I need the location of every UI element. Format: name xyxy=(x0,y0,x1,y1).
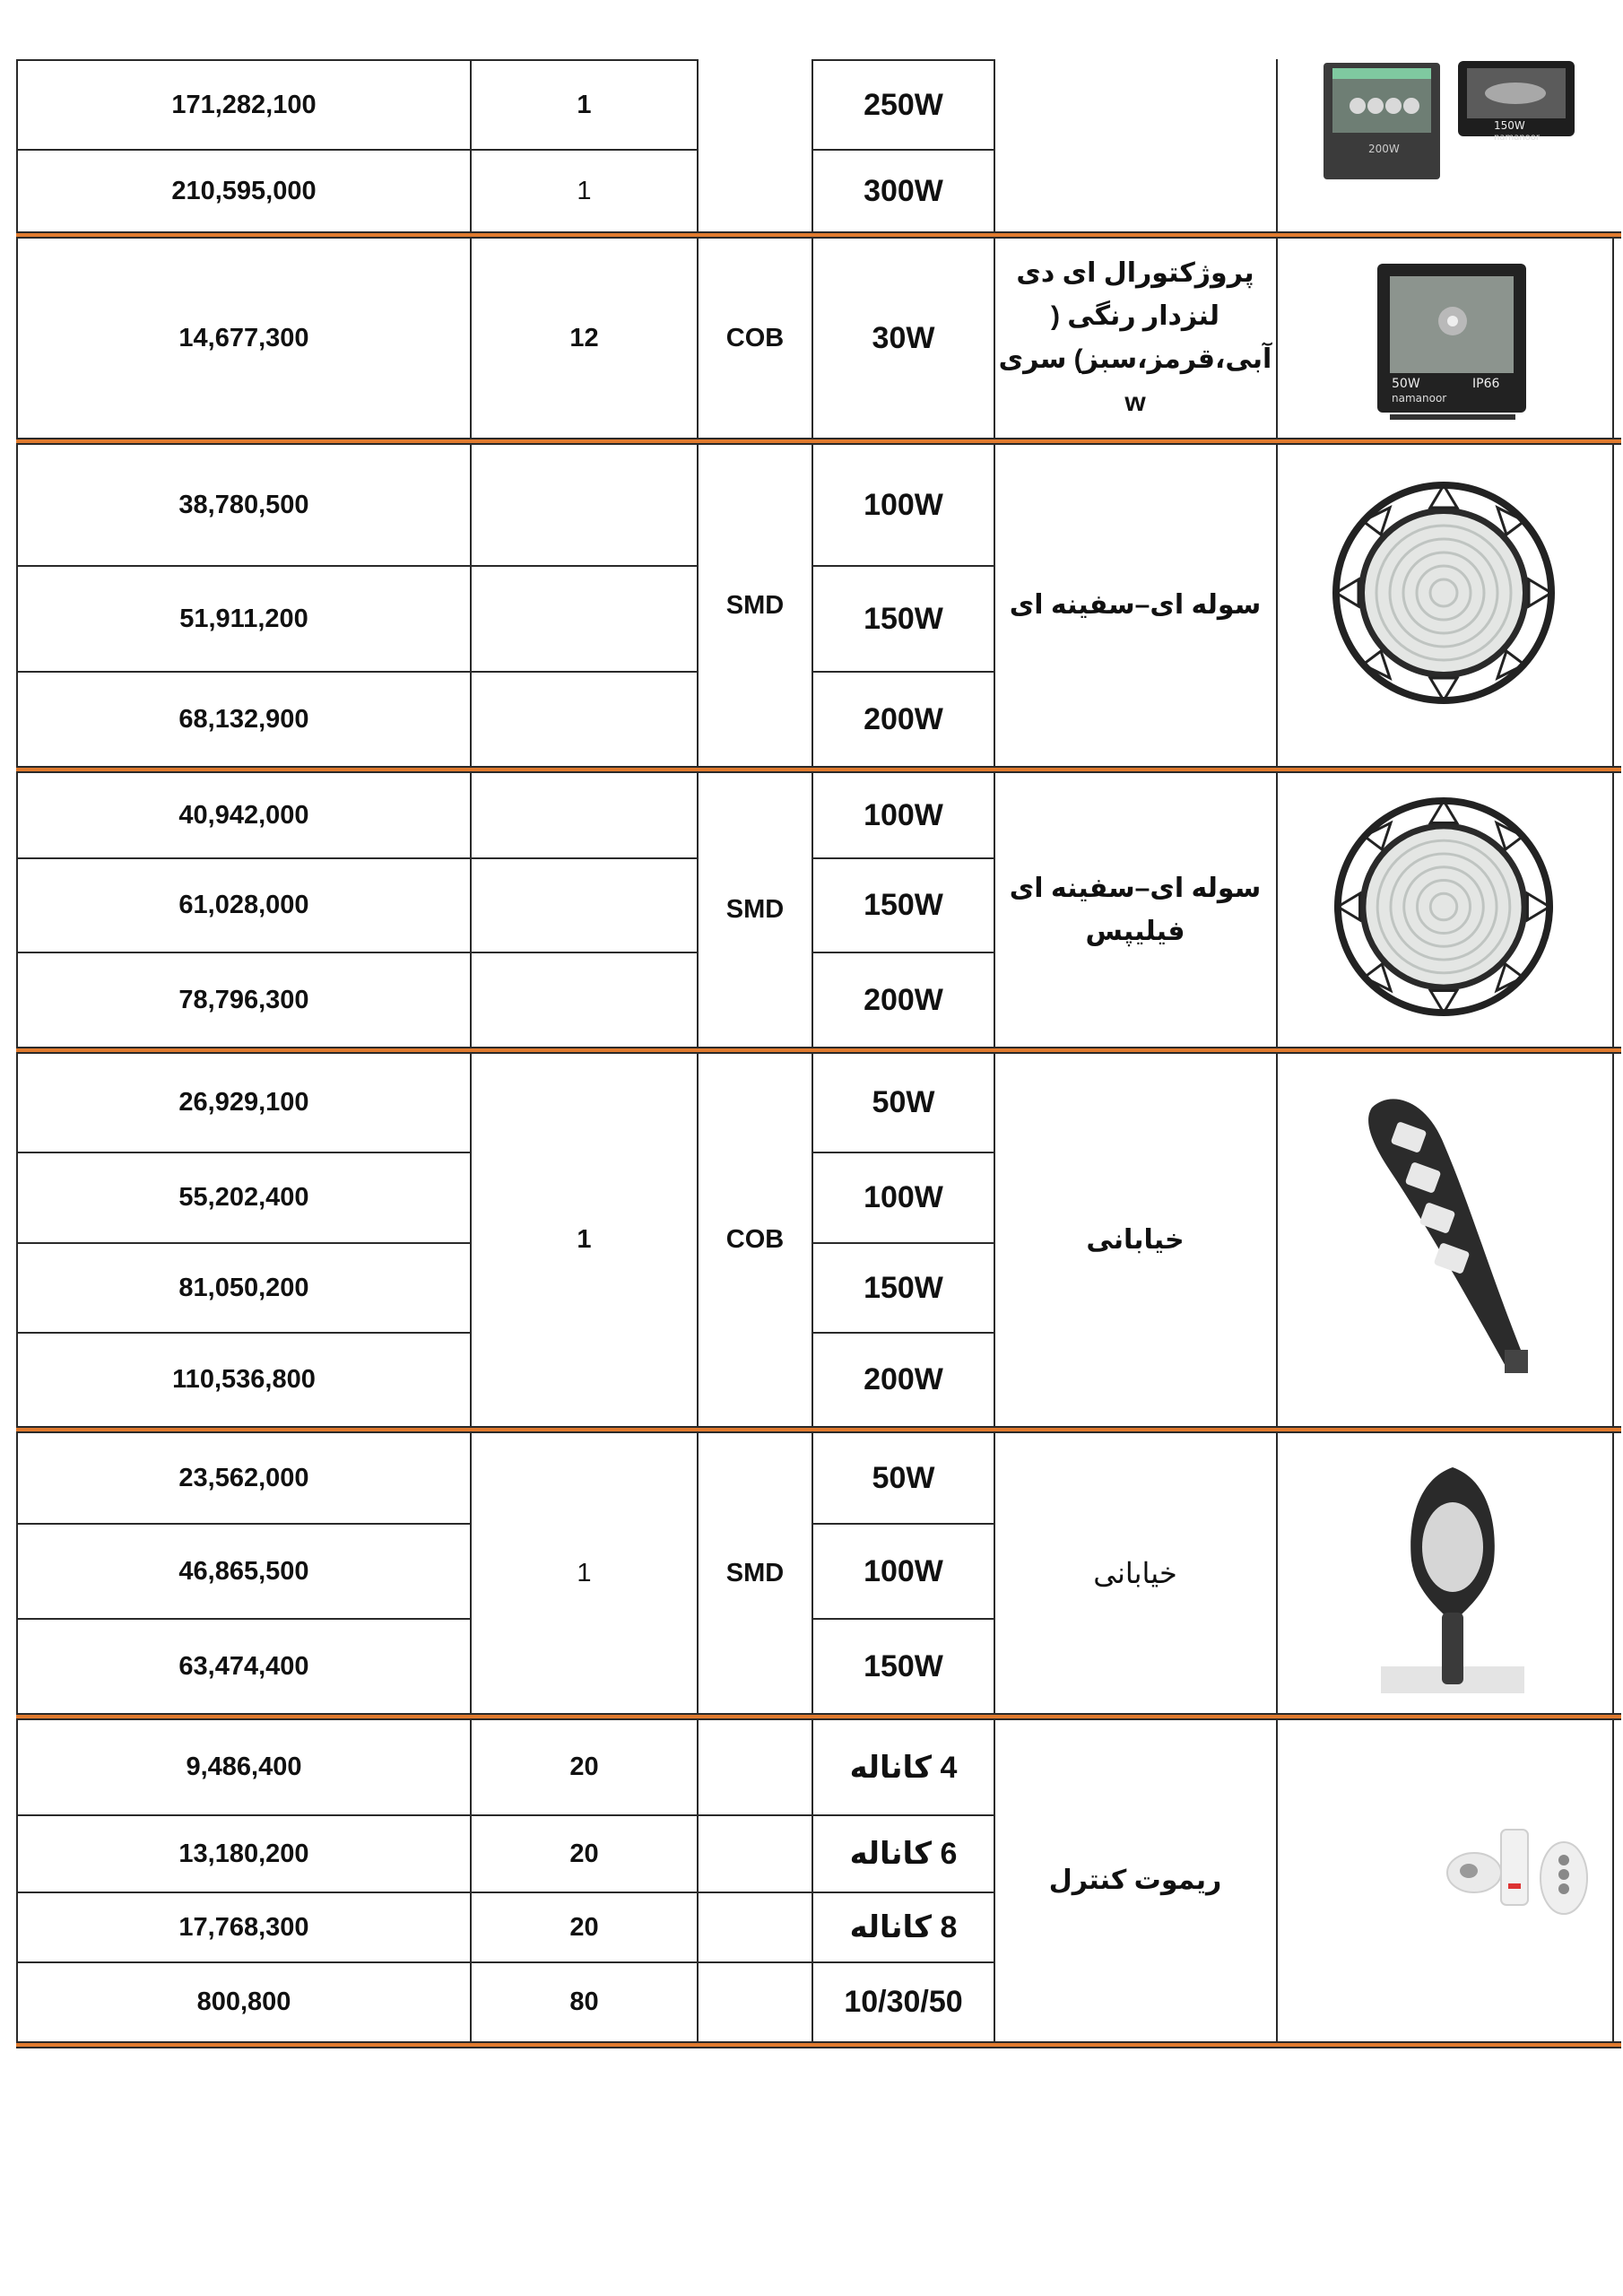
price-cell: 55,202,400 xyxy=(178,1183,309,1212)
qty-cell: 1 xyxy=(577,176,592,205)
qty-cell: 80 xyxy=(569,1987,599,2016)
qty-cell: 20 xyxy=(569,1752,599,1781)
qty-cell: 20 xyxy=(569,1839,599,1868)
power-cell: 250W xyxy=(864,87,943,122)
price-cell: 800,800 xyxy=(196,1987,291,2016)
rgb-floodlight-image xyxy=(1372,260,1533,422)
product-name: خیابانی xyxy=(1093,1556,1177,1590)
smd-street-light-image xyxy=(1381,1462,1524,1695)
price-cell: 26,929,100 xyxy=(178,1088,309,1117)
section-separator xyxy=(16,1047,1621,1054)
power-cell: 50W xyxy=(872,1460,935,1495)
power-cell: 150W xyxy=(864,601,943,636)
price-cell: 40,942,000 xyxy=(178,800,309,830)
philips-ufo-light-image xyxy=(1329,796,1558,1017)
floodlight-label: 150W xyxy=(1494,119,1525,132)
rgb-floodlight-label: 50W xyxy=(1392,377,1420,391)
power-cell: 150W xyxy=(864,1648,943,1683)
price-cell: 81,050,200 xyxy=(178,1273,309,1302)
section-separator xyxy=(16,438,1621,445)
qty-cell: 1 xyxy=(577,1225,592,1254)
price-cell: 171,282,100 xyxy=(171,90,317,119)
product-name: سوله ای–سفینه ای فیلیپس xyxy=(1009,873,1262,946)
power-cell: 100W xyxy=(864,797,943,832)
product-name: سوله ای–سفینه ای xyxy=(1009,590,1262,620)
floodlight-image xyxy=(1318,59,1587,185)
section-separator xyxy=(16,1713,1621,1720)
price-cell: 46,865,500 xyxy=(178,1556,309,1586)
power-cell: 30W xyxy=(872,320,935,355)
price-cell: 210,595,000 xyxy=(171,176,317,205)
section-separator xyxy=(16,766,1621,773)
power-cell: 100W xyxy=(864,1553,943,1588)
floodlight-brand: namanoor xyxy=(1494,133,1541,143)
price-cell: 78,796,300 xyxy=(178,985,309,1014)
power-cell: 200W xyxy=(864,701,943,736)
power-cell: 100W xyxy=(864,1180,943,1214)
cobra-street-light-image xyxy=(1354,1090,1551,1377)
price-cell: 63,474,400 xyxy=(178,1651,309,1681)
power-cell: 150W xyxy=(864,888,943,922)
chip-type-cell: SMD xyxy=(725,1558,785,1587)
price-cell: 110,536,800 xyxy=(172,1365,316,1394)
price-cell: 9,486,400 xyxy=(186,1752,302,1781)
power-cell: 150W xyxy=(864,1270,943,1305)
qty-cell: 1 xyxy=(577,90,592,119)
section-separator xyxy=(16,1426,1621,1433)
qty-cell: 1 xyxy=(577,1558,592,1587)
price-cell: 61,028,000 xyxy=(178,891,309,919)
section-separator xyxy=(16,231,1621,239)
qty-cell: 20 xyxy=(569,1912,599,1942)
product-name: ریموت کنترل xyxy=(1048,1866,1222,1895)
price-cell: 23,562,000 xyxy=(178,1463,309,1492)
channel-cell: 8 کاناله xyxy=(849,1910,958,1944)
price-cell: 51,911,200 xyxy=(179,604,308,633)
chip-type-cell: COB xyxy=(725,323,785,352)
rgb-floodlight-brand: namanoor xyxy=(1392,392,1447,404)
power-cell: 200W xyxy=(864,982,943,1017)
section-separator xyxy=(16,2041,1621,2048)
power-cell: 300W xyxy=(864,173,943,208)
price-cell: 14,677,300 xyxy=(178,323,309,352)
floodlight-label: 200W xyxy=(1368,143,1400,155)
grid-line xyxy=(1612,235,1614,2047)
channel-cell: 6 کاناله xyxy=(849,1837,958,1871)
chip-type-cell: SMD xyxy=(725,590,785,620)
power-cell: 200W xyxy=(864,1362,943,1396)
product-name: خیابانی xyxy=(1086,1224,1185,1255)
price-cell: 68,132,900 xyxy=(178,704,309,734)
power-cell: 100W xyxy=(864,487,943,522)
chip-type-cell: SMD xyxy=(725,895,785,924)
power-cell: 50W xyxy=(872,1085,935,1119)
price-cell: 38,780,500 xyxy=(178,490,309,519)
price-cell: 13,180,200 xyxy=(178,1839,309,1868)
qty-cell: 12 xyxy=(569,323,599,352)
channel-cell: 4 کاناله xyxy=(849,1750,958,1785)
rgb-floodlight-label: IP66 xyxy=(1472,377,1500,391)
power-cell: 10/30/50 xyxy=(844,1985,963,2019)
remote-control-image xyxy=(1442,1821,1594,1919)
price-cell: 17,768,300 xyxy=(178,1912,309,1942)
chip-type-cell: COB xyxy=(725,1225,785,1254)
product-name: پروژکتورال ای دی لنزدار رنگی ( آبی،قرمز،سبز) سری w xyxy=(998,258,1272,417)
ufo-light-image xyxy=(1327,481,1560,705)
